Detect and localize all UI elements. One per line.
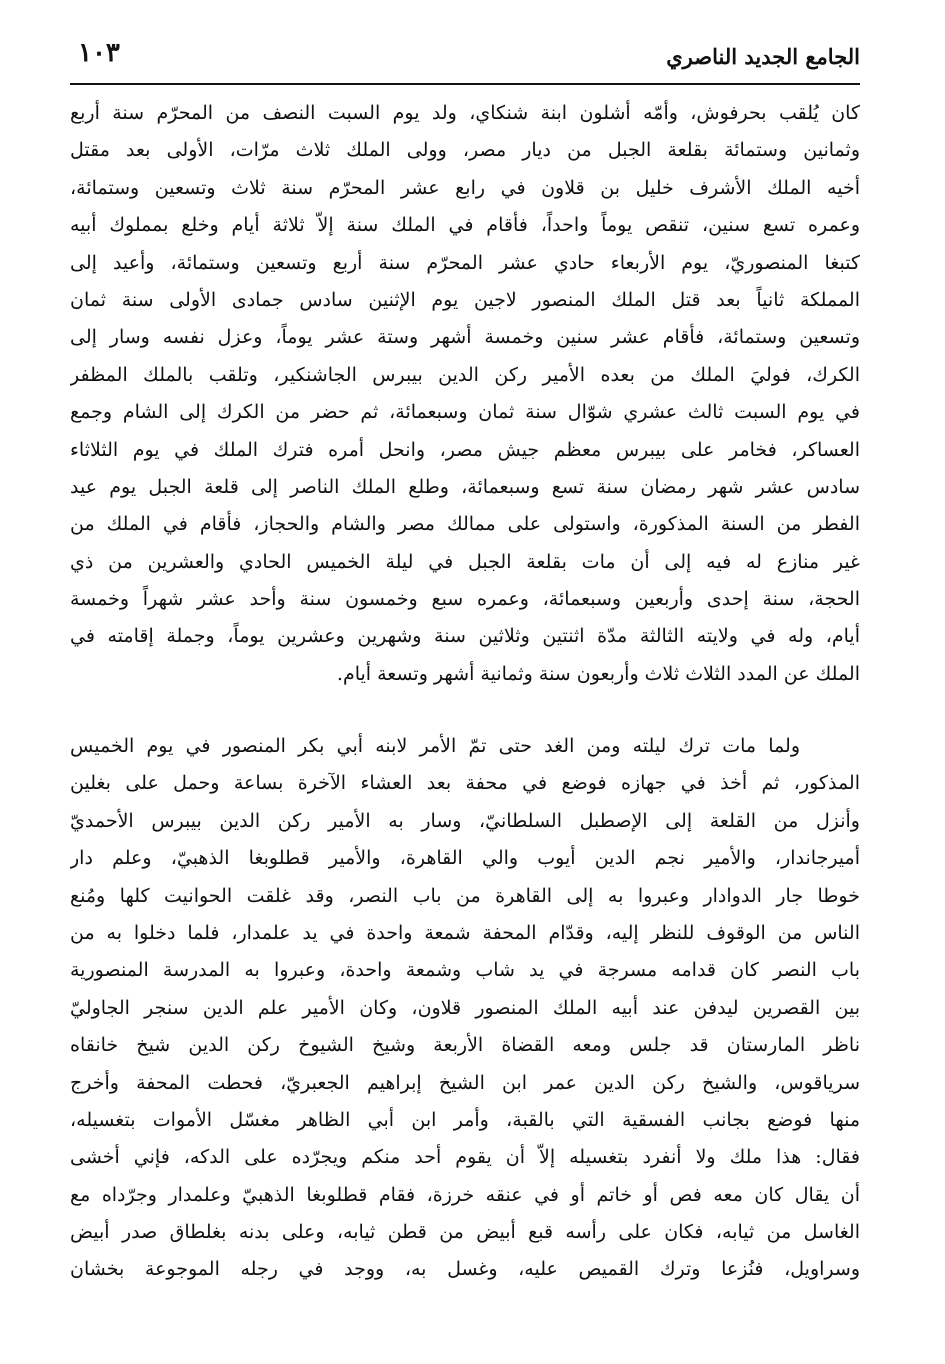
text-line: أميرجاندار، والأمير نجم الدين أيوب والي القاهرة، والأمير قطلوبغا الذهبيّ، وعلم دار	[70, 847, 860, 870]
text-line: الملك عن المدد الثلاث ثلاث وأربعون سنة وثمانية أشهر وتسعة أيام.	[336, 662, 860, 685]
text-line: وسراويل، فنُزعا وترك القميص عليه، وغسل به، ووجد في رجله الموجوعة بخشان	[70, 1258, 860, 1281]
paragraph-2	[70, 728, 860, 1289]
text-line: المملكة ثانياً بعد قتل الملك المنصور لاجين يوم الإثنين سادس جمادى الأولى سنة ثمان	[70, 288, 860, 311]
text-line: الناس من الوقوف للنظر إليه، وقدّام المحفة شمعة واحدة في يد علمدار، فلما دخلوا به من	[70, 921, 860, 944]
text-line: كتبغا المنصوريّ، يوم الأربعاء حادي عشر المحرّم سنة أربع وتسعين وستمائة، وأعيد إلى	[70, 251, 860, 274]
text-line: سرياقوس، والشيخ ركن الدين عمر ابن الشيخ إبراهيم الجعبريّ، فحطت المحفة وأخرج	[70, 1071, 860, 1094]
running-title: الجامع الجديد الناصري	[666, 44, 860, 69]
text-line: أيام، وله في ولايته الثالثة مدّة اثنتين وثلاثين سنة وشهرين وعشرين يوماً، وجملة إقامته في	[70, 625, 860, 648]
text-line: ناظر المارستان قد جلس ومعه القضاة الأربعة وشيخ الشيوخ ركن الدين شيخ خانقاه	[70, 1034, 860, 1057]
text-line: في يوم السبت ثالث عشري شوّال سنة ثمان وسبعمائة، ثم حضر من الكرك إلى الشام وجمع	[70, 401, 860, 424]
text-line: منها فوضع بجانب الفسقية التي بالقبة، وأمر ابن أبي الظاهر مغسّل الأموات بتغسيله،	[70, 1108, 860, 1131]
text-line: وأنزل من القلعة إلى الإصطبل السلطانيّ، وسار به الأمير ركن الدين بيبرس الأحمديّ	[70, 809, 860, 832]
text-line: العساكر، فخامر على بيبرس معظم جيش مصر، وانحل أمره فترك الملك في يوم الثلاثاء	[70, 438, 860, 461]
page-number: ١٠٣	[78, 38, 120, 68]
text-line: فقال: هذا ملك ولا أنفرد بتغسيله إلاّ أن يقوم أحد منكم ويجرّده على الدكه، فإني أخشى	[70, 1146, 860, 1169]
text-line: وتسعين وستمائة، فأقام عشر سنين وخمسة أشهر وستة عشر يوماً، وعزل نفسه وسار إلى	[70, 326, 860, 349]
text-line: خوطا جار الدوادار وعبروا به إلى القاهرة من باب النصر، وقد غلقت الحوانيت كلها ومُنع	[70, 884, 860, 907]
text-line: غير منازع له فيه إلى أن مات بقلعة الجبل في ليلة الخميس الحادي والعشرين من ذي	[70, 550, 860, 573]
text-line: ولما مات ترك ليلته ومن الغد حتى تمّ الأمر لابنه أبي بكر المنصور في يوم الخميس	[70, 735, 800, 757]
text-line: كان يُلقب بحرفوش، وأمّه أشلون ابنة شنكاي، ولد يوم السبت النصف من المحرّم سنة أربع	[70, 102, 860, 124]
page-header	[70, 30, 860, 82]
text-line: الحجة، سنة إحدى وأربعين وسبعمائة، وعمره سبع وخمسون سنة وأحد عشر شهراً وخمسة	[70, 588, 860, 611]
text-line: الكرك، فوليَ الملك من بعده الأمير ركن الدين بيبرس الجاشنكير، وتلقب بالملك المظفر	[70, 363, 860, 386]
paragraph-1	[70, 95, 860, 693]
text-line: سادس عشر شهر رمضان سنة تسع وسبعمائة، وطلع الملك الناصر إلى قلعة الجبل يوم عيد	[70, 475, 860, 498]
text-line: الغاسل من ثيابه، فكان على رأسه قبع أبيض من قطن ثيابه، وعلى بدنه بغلطاق صدر أبيض	[70, 1221, 860, 1244]
text-line: أخيه الملك الأشرف خليل بن قلاون في رابع عشر المحرّم سنة ثلاث وتسعين وستمائة،	[70, 176, 860, 199]
text-line: الفطر من السنة المذكورة، واستولى على ممالك مصر والشام والحجاز، فأقام في الملك من	[70, 513, 860, 536]
text-line: المذكور، ثم أخذ في جهازه فوضع في محفة بعد العشاء الآخرة بساعة وحمل على بغلين	[70, 772, 860, 795]
text-line: وعمره تسع سنين، تنقص يوماً واحداً، فأقام في الملك سنة إلاّ ثلاثة أيام وخلع بمملوك أبيه	[70, 214, 860, 237]
text-line: بين القصرين ليدفن عند أبيه الملك المنصور قلاون، وكان الأمير علم الدين سنجر الجاوليّ	[70, 996, 860, 1019]
text-line: باب النصر كان قدامه مسرجة في يد شاب وشمعة واحدة، وعبروا به المدرسة المنصورية	[70, 959, 860, 982]
text-line: وثمانين وستمائة بقلعة الجبل من ديار مصر، وولى الملك ثلاث مرّات، الأولى بعد مقتل	[70, 139, 860, 162]
header-divider	[70, 83, 860, 85]
text-line: أن يقال كان معه فص أو خاتم أو في عنقه خرزة، فقام قطلوبغا الذهبيّ وعلمدار وجرّداه مع	[70, 1183, 860, 1206]
